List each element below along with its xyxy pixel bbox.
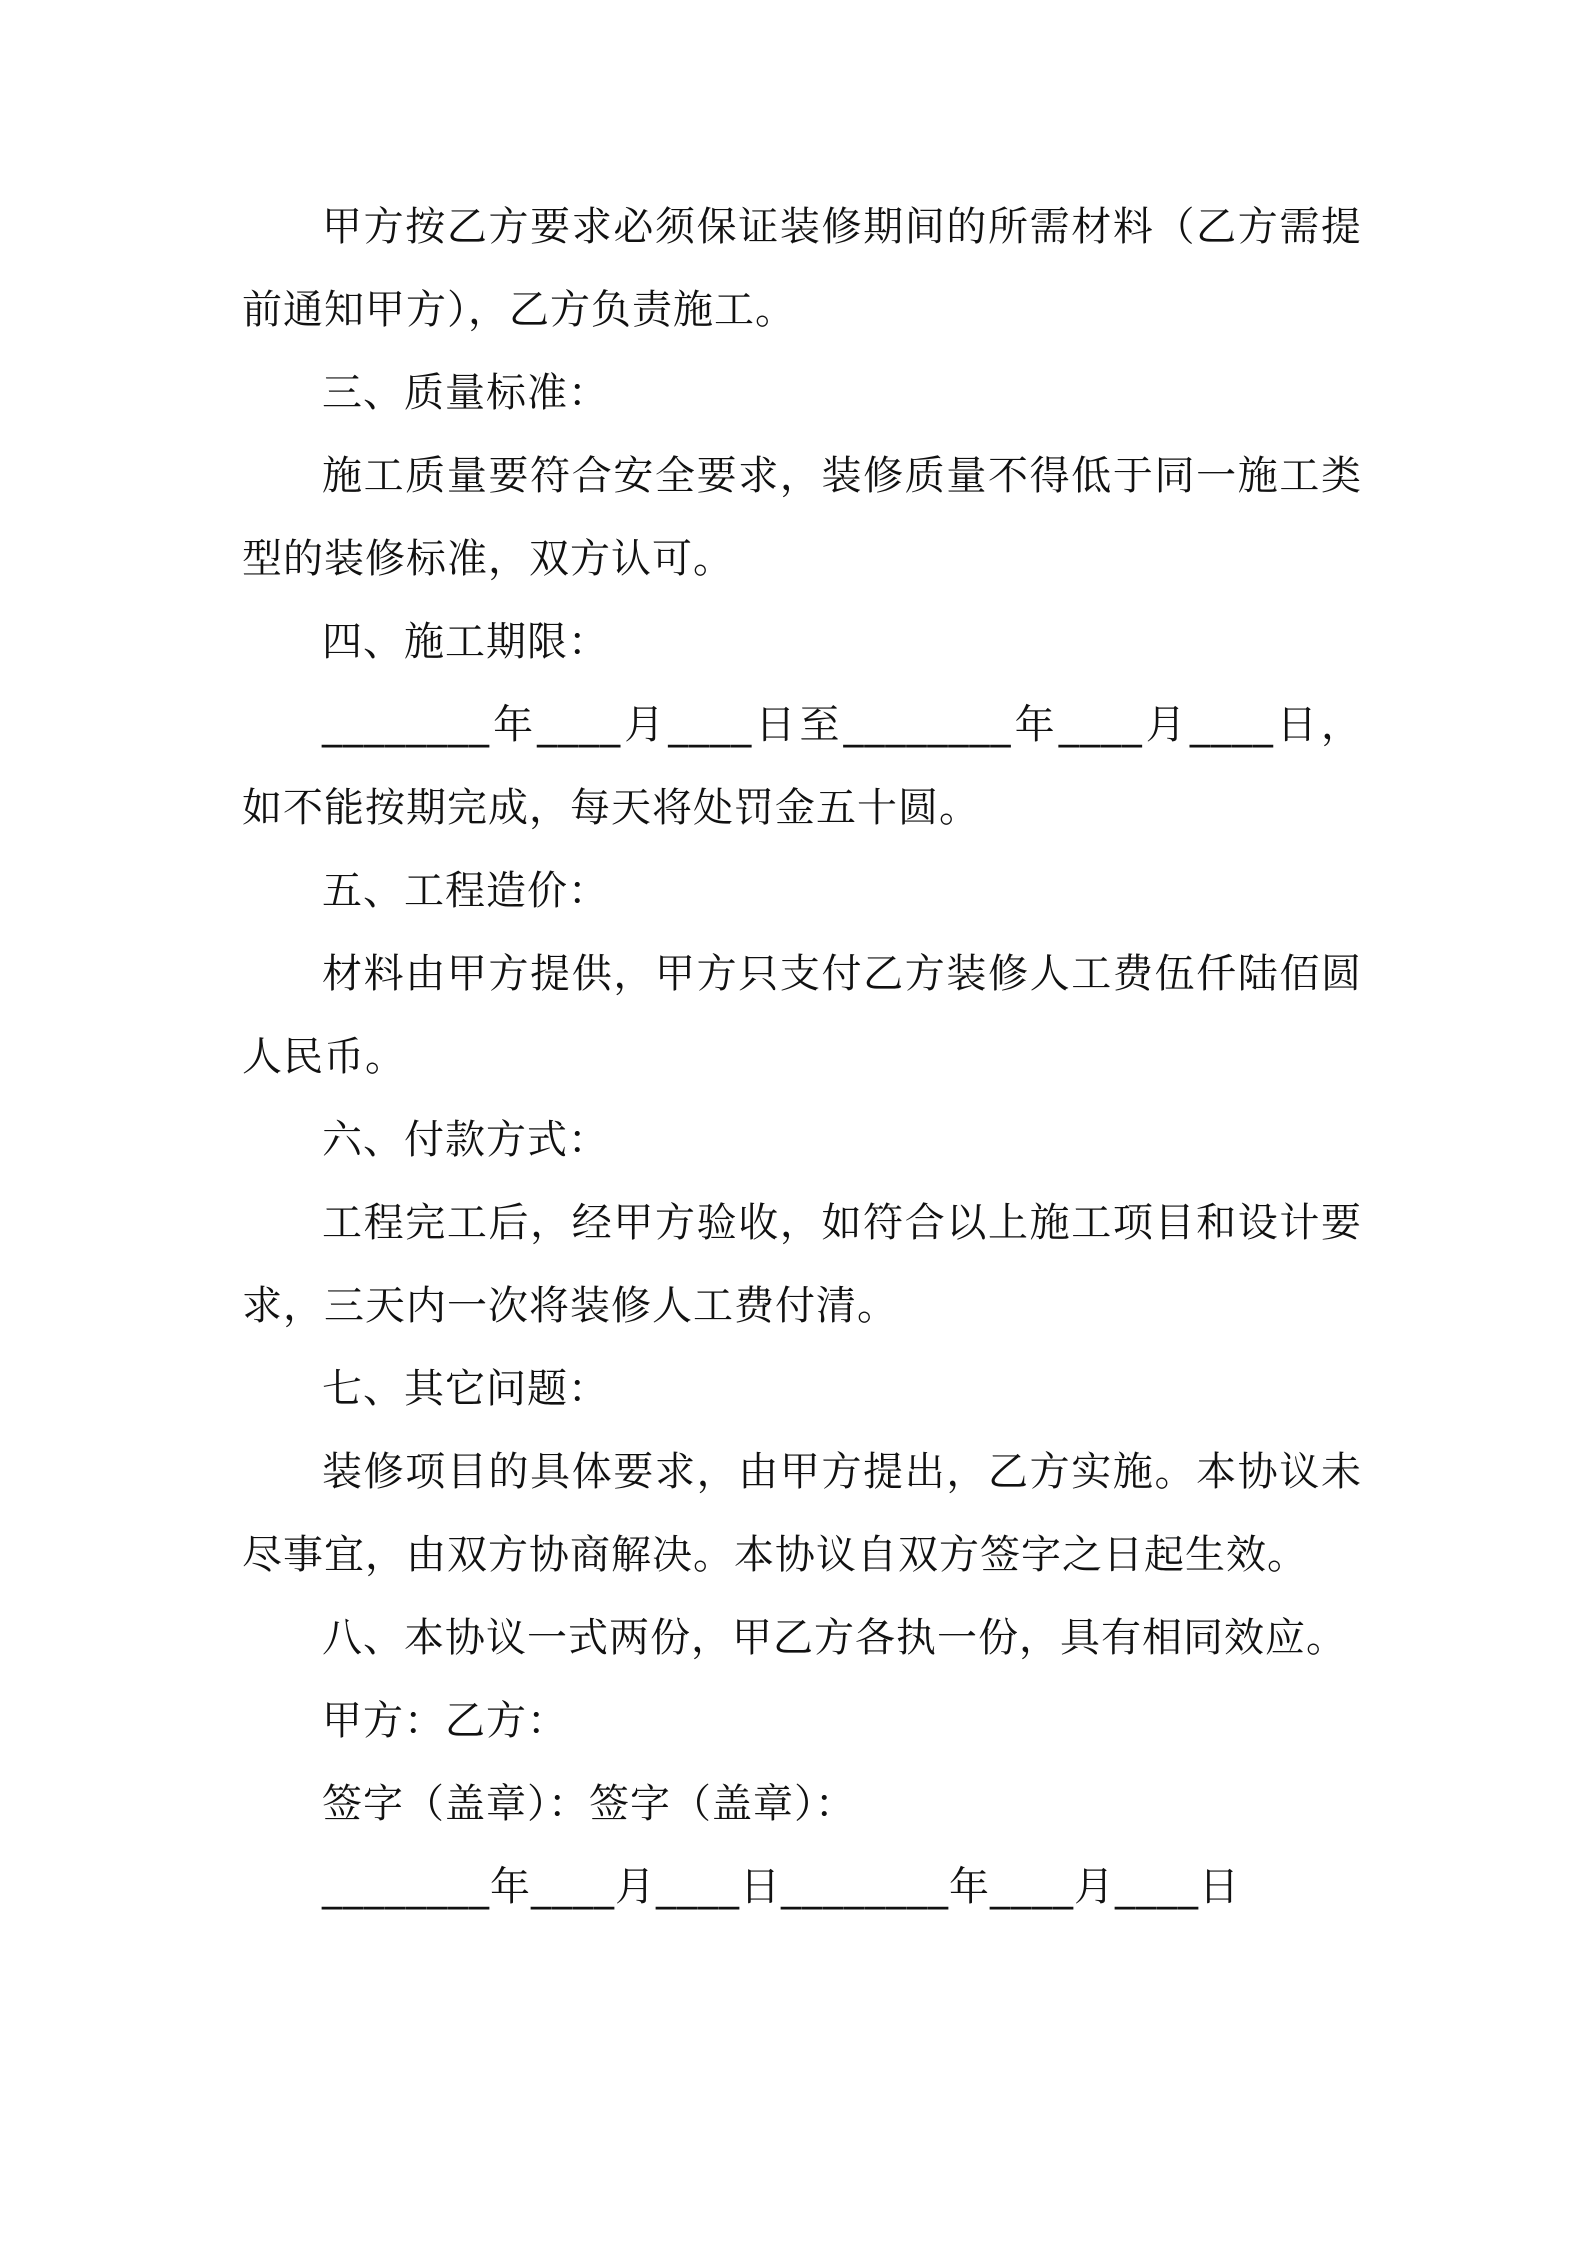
signature-line: 签字（盖章）：签字（盖章）： [322,1781,856,1827]
period-paragraph: ________年____月____日至________年____月____日，如不能按期完成，每天将处罚金五十圆。 [242,702,1362,831]
other-paragraph: 装修项目的具体要求，由甲方提出，乙方实施。本协议未尽事宜，由双方协商解决。本协议自双方签字之日起生效。 [242,1449,1362,1578]
section-heading-other: 七、其它问题： [322,1366,609,1412]
section-heading-quality: 三、质量标准： [322,370,609,416]
signature-date-line: ________年____月____日________年____月____日 [322,1864,1240,1910]
parties-line: 甲方：乙方： [322,1698,568,1744]
materials-paragraph: 甲方按乙方要求必须保证装修期间的所需材料（乙方需提前通知甲方），乙方负责施工。 [242,204,1362,333]
section-heading-payment: 六、付款方式： [322,1117,609,1163]
contract-body [242,186,1362,1929]
cost-paragraph: 材料由甲方提供，甲方只支付乙方装修人工费伍仟陆佰圆人民币。 [242,951,1362,1080]
section-heading-cost: 五、工程造价： [322,868,609,914]
section-heading-period: 四、施工期限： [322,619,609,665]
quality-paragraph: 施工质量要符合安全要求，装修质量不得低于同一施工类型的装修标准，双方认可。 [242,453,1362,582]
payment-paragraph: 工程完工后，经甲方验收，如符合以上施工项目和设计要求，三天内一次将装修人工费付清。 [242,1200,1362,1329]
copies-paragraph: 八、本协议一式两份，甲乙方各执一份，具有相同效应。 [322,1615,1347,1661]
